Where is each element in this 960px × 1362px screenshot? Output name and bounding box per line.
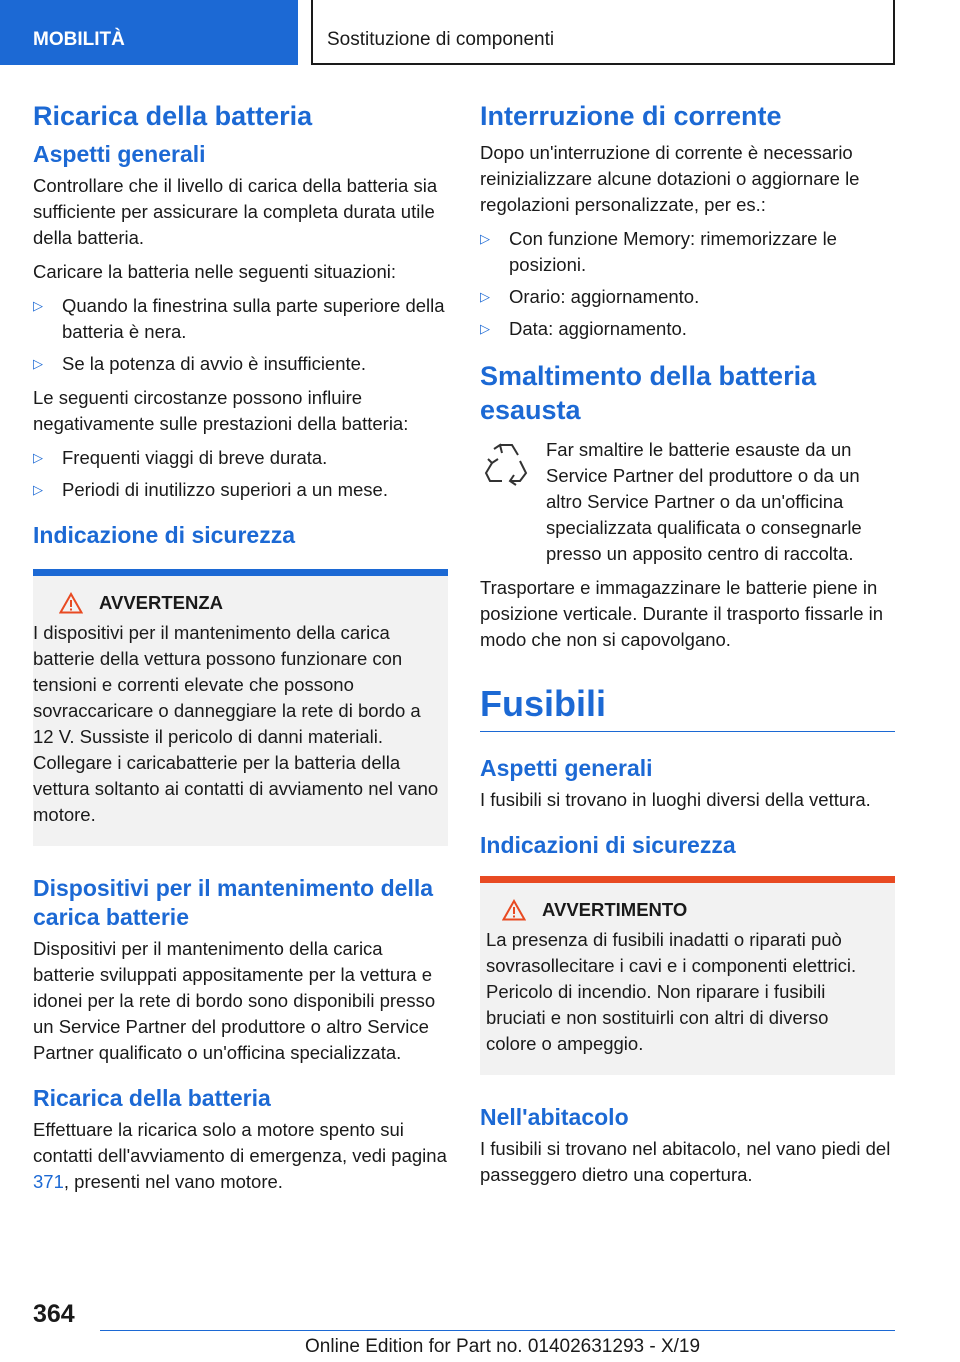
- page-link[interactable]: 371: [33, 1170, 64, 1192]
- triangle-right-icon: ▷: [480, 230, 490, 246]
- paragraph: Trasportare e immagazzinare le batterie piene in posizione verticale. Durante il trasporto fissarle in modo che non si capovolgano.: [480, 577, 884, 651]
- left-column: [33, 100, 448, 1203]
- recycle-section: [480, 437, 895, 567]
- paragraph: I fusibili si trovano in luoghi diversi della vettura.: [480, 789, 871, 810]
- list-item: ▷ Con funzione Memory: rimemorizzare le posizioni.: [480, 227, 837, 275]
- warning-title: AVVERTIMENTO: [542, 898, 688, 920]
- paragraph: Le seguenti circostanze possono influire negativamente sulle prestazioni della batteria:: [33, 386, 409, 434]
- paragraph: I fusibili si trovano nel abitacolo, nel vano piedi del passeggero dietro una copertura.: [480, 1137, 891, 1185]
- warning-triangle-icon: [502, 899, 526, 921]
- heading-smaltimento: Smaltimento della batteria esausta: [480, 360, 817, 425]
- heading-indicazioni-sicurezza: Indicazioni di sicurezza: [480, 832, 736, 858]
- heading-dispositivi: Dispositivi per il mantenimento della carica batterie: [33, 875, 434, 930]
- heading-ricarica: Ricarica della batteria: [33, 101, 313, 131]
- list-item: ▷ Se la potenza di avvio è insufficiente.: [33, 351, 448, 377]
- heading-aspetti-generali: Aspetti generali: [33, 140, 206, 167]
- heading-abitacolo: Nell'abitacolo: [480, 1103, 629, 1130]
- edition-text: Online Edition for Part no. 01402631293 - X/19: [305, 1336, 701, 1357]
- triangle-right-icon: ▷: [33, 297, 43, 313]
- chapter-title: Sostituzione di componenti: [311, 0, 895, 65]
- bullet-list: [33, 445, 448, 503]
- heading-indicazione-sicurezza: Indicazione di sicurezza: [33, 521, 296, 548]
- bullet-list: [480, 226, 895, 342]
- warning-title: AVVERTENZA: [99, 592, 224, 614]
- warning-text: La presenza di fusibili inadatti o riparati può sovrasollecitare i cavi e i componenti elettrici. Pericolo di incendio. Non riparare i fusibili bruciati e non sostituirli con altri di diverso colore o ampeggio.: [486, 928, 857, 1054]
- triangle-right-icon: ▷: [33, 355, 43, 371]
- triangle-right-icon: ▷: [33, 449, 43, 465]
- paragraph: Far smaltire le batterie esauste da un Service Partner del produttore o da un altro Service Partner o da un'officina specializzata qualificata o consegnarle presso un apposito centro di raccolta.: [546, 439, 862, 565]
- heading-interruzione: Interruzione di corrente: [480, 101, 782, 131]
- paragraph: Controllare che il livello di carica della batteria sia sufficiente per assicurare la completa durata utile della batteria.: [33, 174, 438, 248]
- list-item: ▷ Periodi di inutilizzo superiori a un mese.: [33, 477, 448, 503]
- bullet-list: [33, 293, 448, 377]
- list-item: ▷ Quando la finestrina sulla parte superiore della batteria è nera.: [33, 294, 445, 342]
- paragraph: Caricare la batteria nelle seguenti situazioni:: [33, 260, 397, 282]
- triangle-right-icon: ▷: [480, 288, 490, 304]
- heading-aspetti-generali-fusibili: Aspetti generali: [480, 755, 653, 782]
- list-item: ▷ Data: aggiornamento.: [480, 316, 895, 342]
- list-item: ▷ Orario: aggiornamento.: [480, 284, 895, 310]
- triangle-right-icon: ▷: [480, 320, 490, 336]
- heading-ricarica-batteria: Ricarica della batteria: [33, 1084, 271, 1111]
- triangle-right-icon: ▷: [33, 481, 43, 497]
- paragraph: Effettuare la ricarica solo a motore spento sui contatti dell'avviamento di emergenza, vedi pagina 371, presenti nel vano motore.: [33, 1118, 447, 1192]
- warning-box: [480, 876, 895, 1075]
- recycle-icon: [480, 437, 532, 489]
- heading-fusibili: Fusibili: [480, 683, 895, 732]
- warning-text: I dispositivi per il mantenimento della carica batterie della vettura possono funzionare con tensioni e correnti elevate che possono sovraccaricare o danneggiare la rete di bordo a 12 V. Sussiste il pericolo di danni materiali. Collegare i caricabatterie per la batteria della vettura soltanto ai contatti di avviamento nel vano motore.: [33, 622, 439, 826]
- list-item: ▷ Frequenti viaggi di breve durata.: [33, 445, 448, 471]
- warning-box: [33, 569, 448, 846]
- paragraph: Dopo un'interruzione di corrente è necessario reinizializzare alcune dotazioni o aggiornare le regolazioni personalizzate, per es.:: [480, 141, 860, 215]
- paragraph: Dispositivi per il mantenimento della carica batterie sviluppati appositamente per la vettura e idonei per la rete di bordo sono disponibili presso un Service Partner del produttore o altro Service Partner qualificato o un'officina specializzata.: [33, 937, 436, 1063]
- page-number: 364: [33, 1300, 75, 1328]
- warning-triangle-icon: [59, 592, 83, 614]
- footer-divider: [100, 1330, 895, 1331]
- right-column: [480, 100, 895, 1196]
- section-tab[interactable]: MOBILITÀ: [0, 0, 298, 65]
